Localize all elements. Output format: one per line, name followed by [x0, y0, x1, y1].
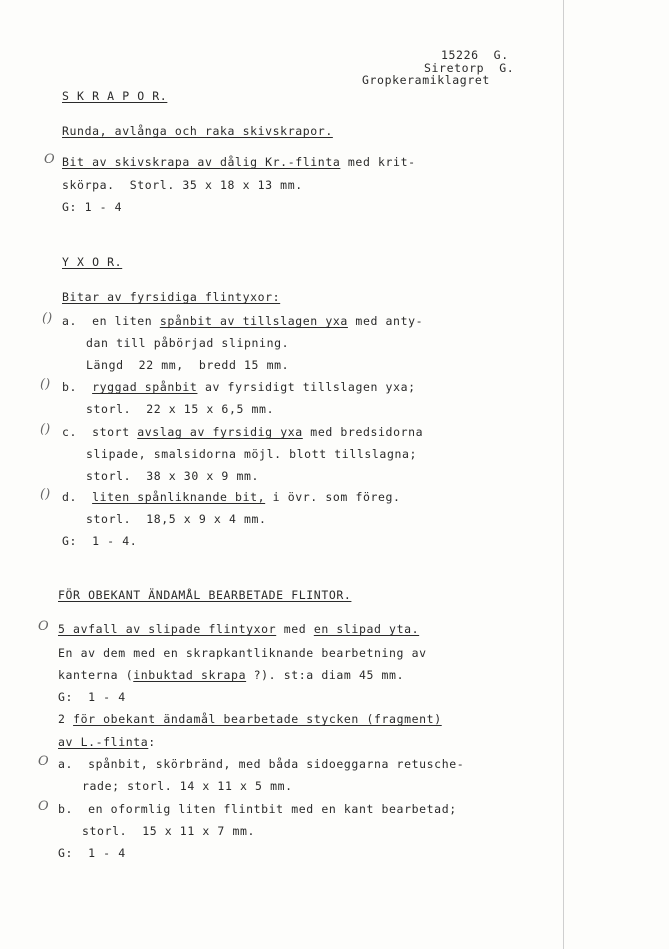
section-heading-bearbetade: FÖR OBEKANT ÄNDAMÅL BEARBETADE FLINTOR. [58, 588, 352, 602]
bearbetade-item-a-line2: rade; storl. 14 x 11 x 5 mm. [82, 779, 293, 793]
bearbetade-g1: G: 1 - 4 [58, 690, 126, 704]
yxor-item-a-line3: Längd 22 mm, bredd 15 mm. [86, 358, 290, 372]
margin-circle-mark: O [38, 799, 49, 814]
margin-bracket-mark: () [40, 422, 51, 437]
bearbetade-item-b-line2: storl. 15 x 11 x 7 mm. [82, 824, 256, 838]
catalog-number: 15226 G. [441, 48, 509, 62]
skrapor-g: G: 1 - 4 [62, 200, 123, 214]
skrapor-item-line2: skörpa. Storl. 35 x 18 x 13 mm. [62, 178, 303, 192]
subheading-skivskrapor: Runda, avlånga och raka skivskrapor. [62, 124, 333, 138]
section-heading-yxor: Y X O R. [62, 255, 123, 269]
site-name: Siretorp G. [424, 61, 515, 75]
margin-circle-mark: O [44, 152, 55, 167]
bearbetade-line3: kanterna (inbuktad skrapa ?). st:a diam 45 mm. [58, 668, 405, 682]
yxor-item-d-line2: storl. 18,5 x 9 x 4 mm. [86, 512, 267, 526]
bearbetade-line2: En av dem med en skrapkantliknande bearbetning av [58, 646, 427, 660]
yxor-item-b-line1: b. ryggad spånbit av fyrsidigt tillslagen yxa; [62, 380, 416, 394]
yxor-item-c-line2: slipade, smalsidorna möjl. blott tillslagna; [86, 447, 418, 461]
page-edge [563, 0, 564, 949]
layer-name: Gropkeramiklagret [362, 73, 490, 87]
bearbetade-line5: av L.-flinta: [58, 735, 156, 749]
margin-circle-mark: O [38, 619, 49, 634]
bearbetade-g2: G: 1 - 4 [58, 846, 126, 860]
bearbetade-line1: 5 avfall av slipade flintyxor med en slipad yta. [58, 622, 420, 636]
margin-bracket-mark: () [40, 487, 51, 502]
section-heading-skrapor: S K R A P O R. [62, 89, 168, 103]
margin-circle-mark: O [38, 754, 49, 769]
skrapor-item-line1: Bit av skivskrapa av dålig Kr.-flinta med krit- [62, 155, 416, 169]
bearbetade-item-b-line1: b. en oformlig liten flintbit med en kant bearbetad; [58, 802, 457, 816]
bearbetade-line4: 2 för obekant ändamål bearbetade stycken (fragment) [58, 712, 442, 726]
yxor-item-d-line1: d. liten spånliknande bit, i övr. som föreg. [62, 490, 401, 504]
subheading-flintyxor: Bitar av fyrsidiga flintyxor: [62, 290, 281, 304]
bearbetade-item-a-line1: a. spånbit, skörbränd, med båda sidoeggarna retusche- [58, 757, 465, 771]
yxor-item-a-line1: a. en liten spånbit av tillslagen yxa med anty- [62, 314, 424, 328]
margin-bracket-mark: () [42, 311, 53, 326]
yxor-item-a-line2: dan till påbörjad slipning. [86, 336, 290, 350]
yxor-g: G: 1 - 4. [62, 534, 138, 548]
yxor-item-b-line2: storl. 22 x 15 x 6,5 mm. [86, 402, 275, 416]
yxor-item-c-line3: storl. 38 x 30 x 9 mm. [86, 469, 260, 483]
yxor-item-c-line1: c. stort avslag av fyrsidig yxa med bredsidorna [62, 425, 424, 439]
margin-bracket-mark: () [40, 377, 51, 392]
